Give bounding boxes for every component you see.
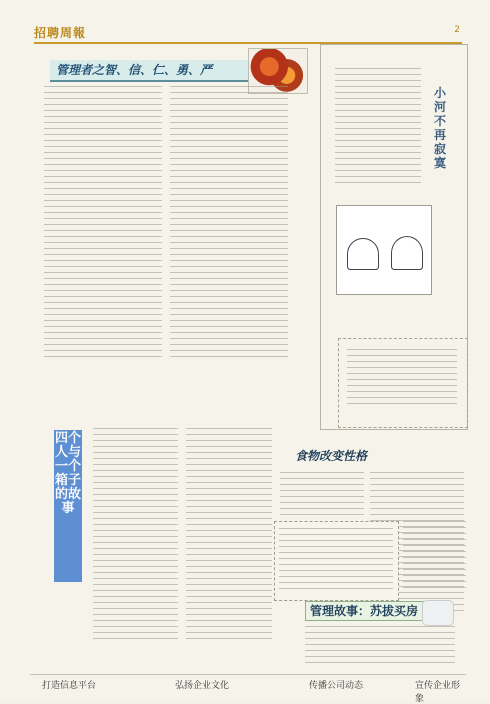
footer-slogan-3: 传播公司动态 bbox=[309, 681, 364, 691]
article-body-col2 bbox=[170, 86, 288, 362]
page-number: 2 bbox=[454, 25, 460, 35]
subo-text bbox=[305, 626, 455, 668]
article-title-management: 管理者之智、信、仁、勇、严 bbox=[50, 60, 266, 82]
article-title-subo: 管理故事：苏拔买房 bbox=[305, 601, 431, 621]
poem-text bbox=[335, 68, 421, 188]
sidebar-story-box bbox=[274, 521, 399, 601]
food-col3 bbox=[403, 521, 466, 593]
page-header bbox=[34, 24, 462, 44]
logo-illustration bbox=[422, 600, 454, 626]
poem-title: 小河不再寂寞 bbox=[433, 86, 446, 170]
story-col1 bbox=[93, 428, 178, 644]
article-body-col1 bbox=[44, 86, 162, 362]
food-col1 bbox=[280, 472, 364, 520]
article-title-food: 食物改变性格 bbox=[295, 449, 368, 463]
article-title-box-story: 四个人与一个箱子的故事 bbox=[54, 430, 82, 582]
comic-illustration bbox=[336, 205, 432, 295]
page-footer bbox=[30, 674, 466, 704]
footer-slogan-4: 宣传企业形象 bbox=[415, 681, 461, 704]
story-col2 bbox=[186, 428, 272, 644]
quote-box bbox=[338, 338, 468, 428]
newspaper-name: 招聘周報 bbox=[34, 26, 87, 40]
footer-slogan-2: 弘扬企业文化 bbox=[175, 681, 230, 691]
footer-slogan-1: 打造信息平台 bbox=[42, 681, 97, 691]
